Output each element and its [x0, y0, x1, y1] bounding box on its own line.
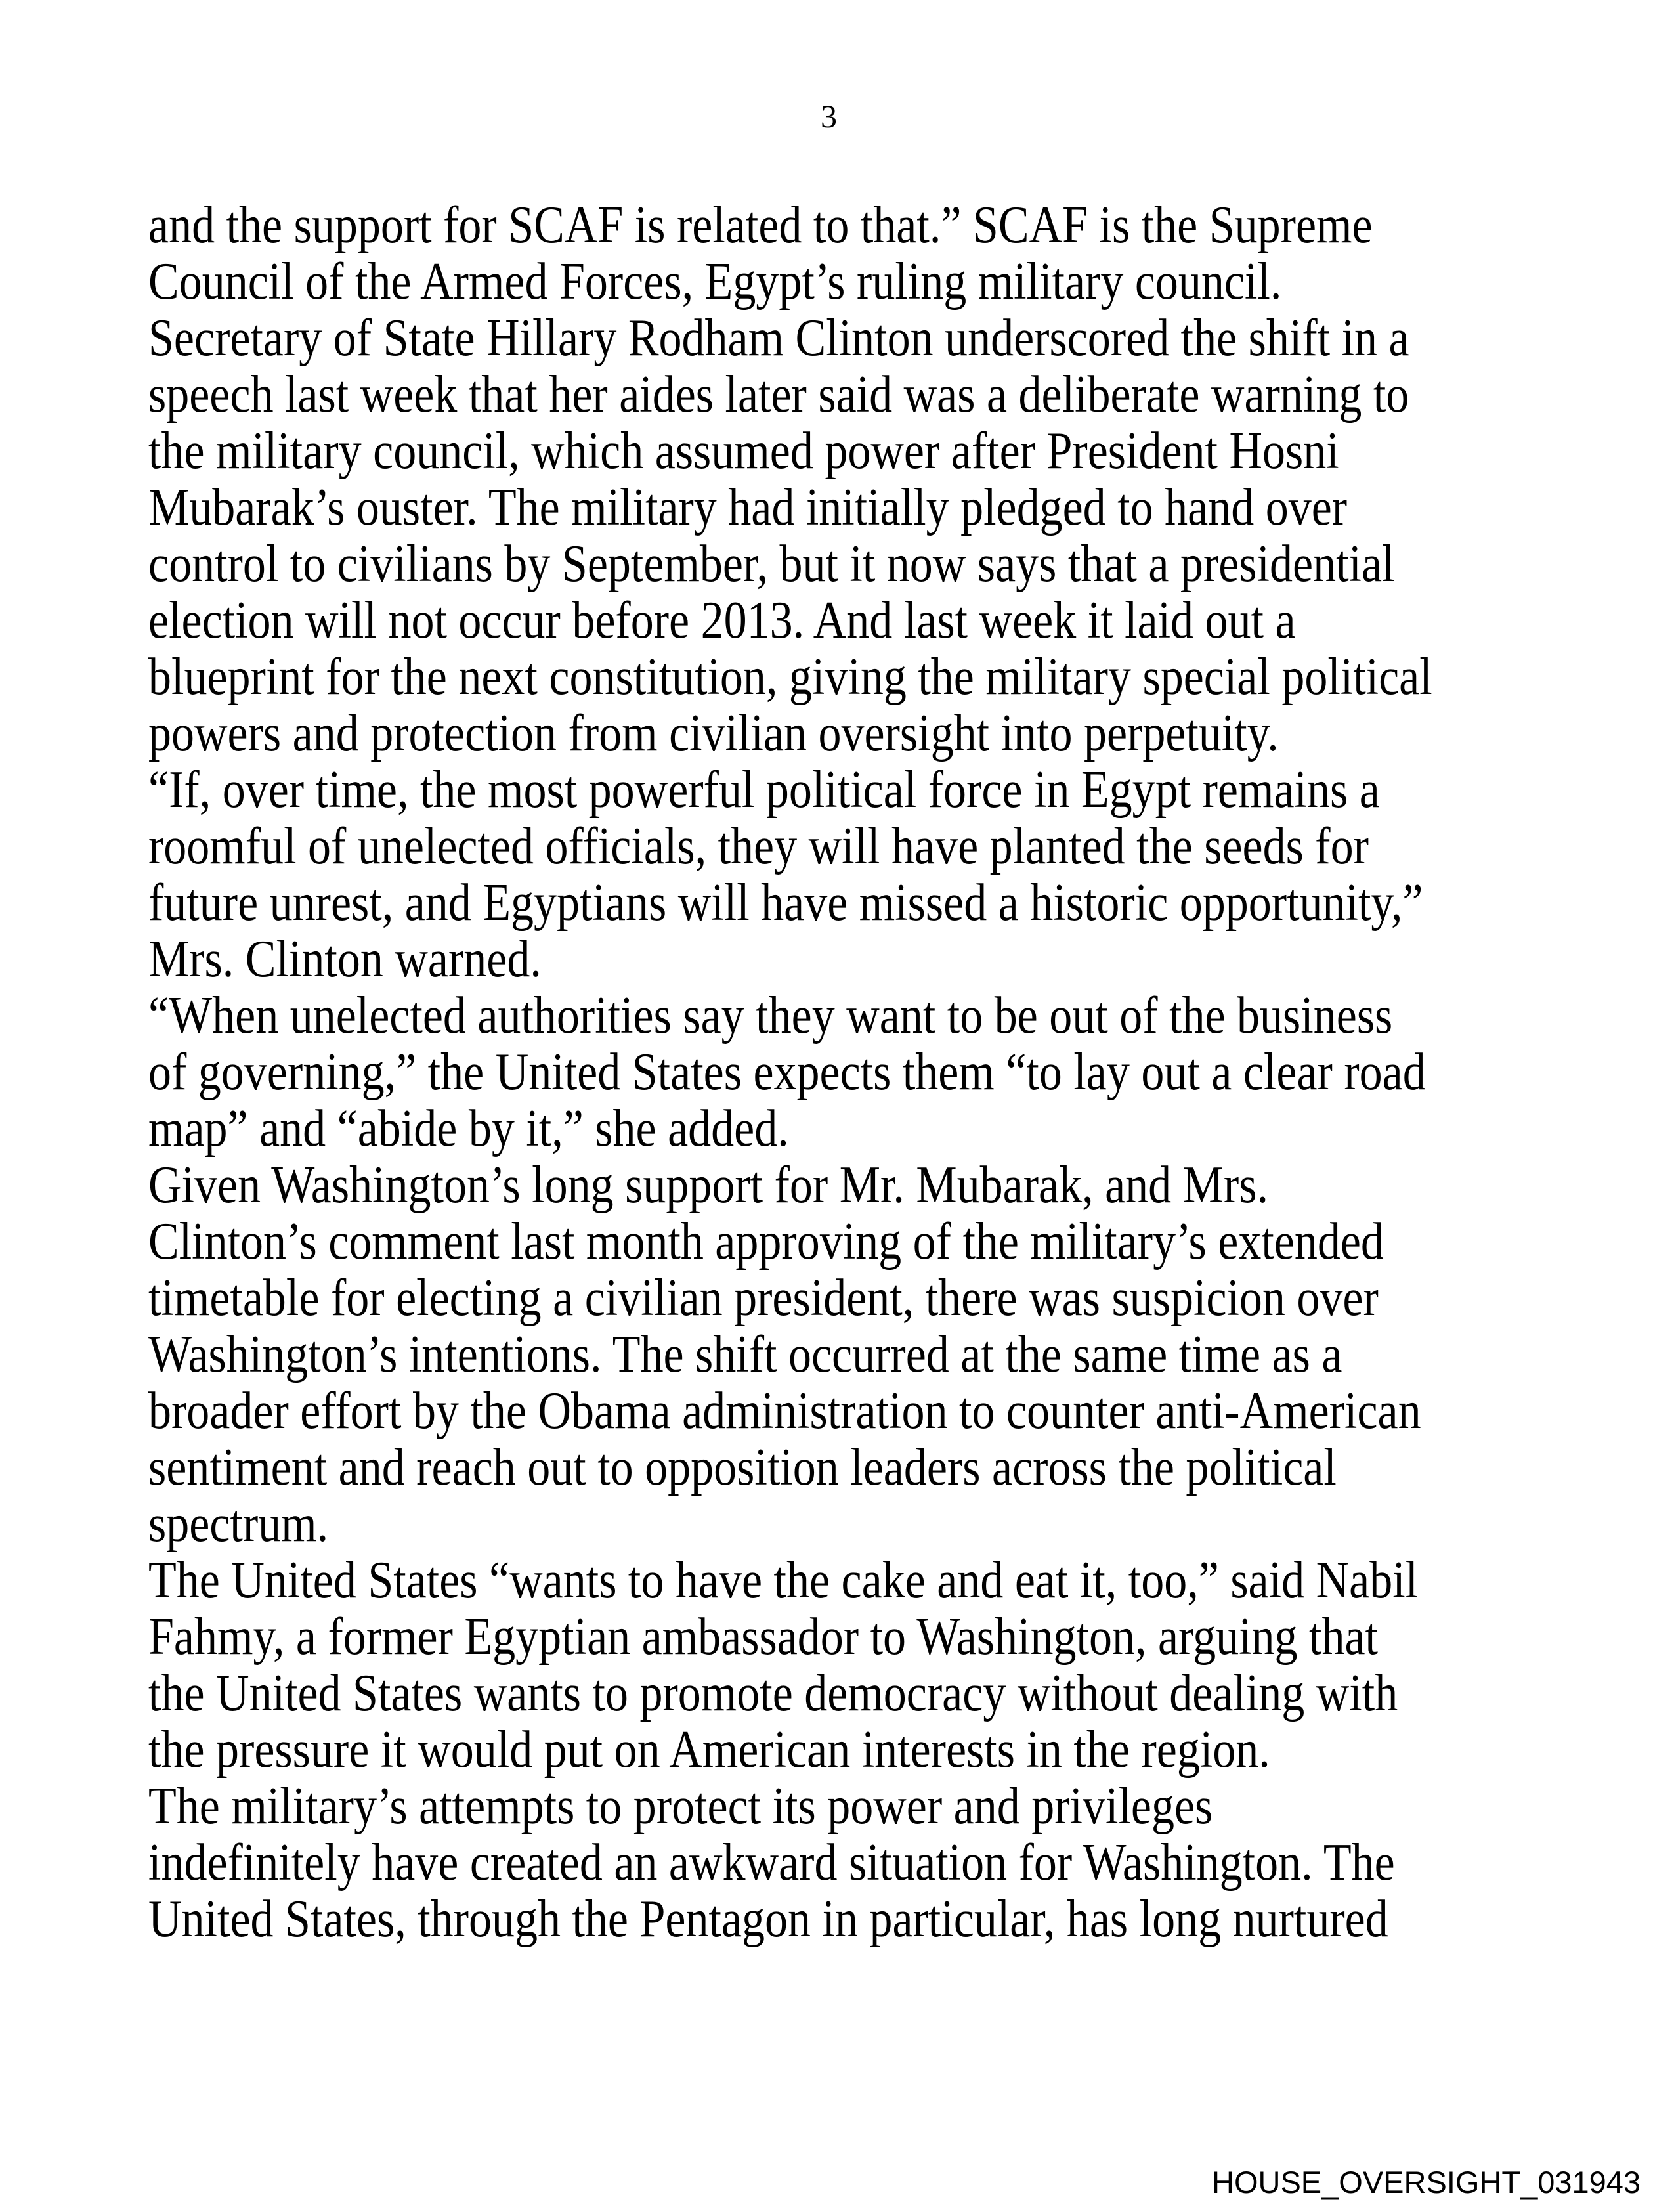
- text-line: the military council, which assumed power after President Hosni: [148, 422, 1339, 480]
- text-line: the United States wants to promote democracy without dealing with: [148, 1664, 1398, 1722]
- text-line: Given Washington’s long support for Mr. Mubarak, and Mrs.: [148, 1156, 1268, 1214]
- text-line: Mrs. Clinton warned.: [148, 930, 542, 988]
- text-line: future unrest, and Egyptians will have missed a historic opportunity,”: [148, 874, 1423, 932]
- text-line: timetable for electing a civilian president, there was suspicion over: [148, 1269, 1379, 1327]
- text-line: spectrum.: [148, 1495, 329, 1553]
- text-line: speech last week that her aides later said was a deliberate warning to: [148, 366, 1409, 423]
- text-line: blueprint for the next constitution, giving the military special political: [148, 648, 1432, 706]
- text-line: broader effort by the Obama administration to counter anti-American: [148, 1382, 1421, 1440]
- text-line: Mubarak’s ouster. The military had initially pledged to hand over: [148, 479, 1348, 536]
- text-line: powers and protection from civilian oversight into perpetuity.: [148, 705, 1279, 762]
- text-line: “When unelected authorities say they want to be out of the business: [148, 987, 1393, 1045]
- text-line: Fahmy, a former Egyptian ambassador to Washington, arguing that: [148, 1608, 1378, 1666]
- text-line: the pressure it would put on American interests in the region.: [148, 1721, 1270, 1779]
- text-line: sentiment and reach out to opposition leaders across the political: [148, 1439, 1337, 1496]
- text-line: The United States “wants to have the cake and eat it, too,” said Nabil: [148, 1551, 1419, 1609]
- text-line: Washington’s intentions. The shift occurred at the same time as a: [148, 1326, 1342, 1383]
- text-line: indefinitely have created an awkward situation for Washington. The: [148, 1834, 1395, 1892]
- text-line: and the support for SCAF is related to that.” SCAF is the Supreme: [148, 196, 1373, 254]
- text-line: Council of the Armed Forces, Egypt’s ruling military council.: [148, 253, 1282, 311]
- text-line: “If, over time, the most powerful political force in Egypt remains a: [148, 761, 1380, 819]
- text-line: map” and “abide by it,” she added.: [148, 1100, 789, 1158]
- body-text: [148, 197, 1527, 1947]
- text-line: United States, through the Pentagon in particular, has long nurtured: [148, 1890, 1388, 1948]
- text-line: roomful of unelected officials, they will have planted the seeds for: [148, 817, 1369, 875]
- page-number: 3: [821, 98, 837, 135]
- text-line: control to civilians by September, but it now says that a presidential: [148, 535, 1395, 593]
- text-line: election will not occur before 2013. And last week it laid out a: [148, 592, 1296, 649]
- bates-stamp: HOUSE_OVERSIGHT_031943: [1212, 2165, 1641, 2200]
- text-line: The military’s attempts to protect its power and privileges: [148, 1777, 1213, 1835]
- text-line: Clinton’s comment last month approving of the military’s extended: [148, 1213, 1384, 1270]
- text-line: of governing,” the United States expects them “to lay out a clear road: [148, 1043, 1426, 1101]
- text-line: Secretary of State Hillary Rodham Clinton underscored the shift in a: [148, 309, 1409, 367]
